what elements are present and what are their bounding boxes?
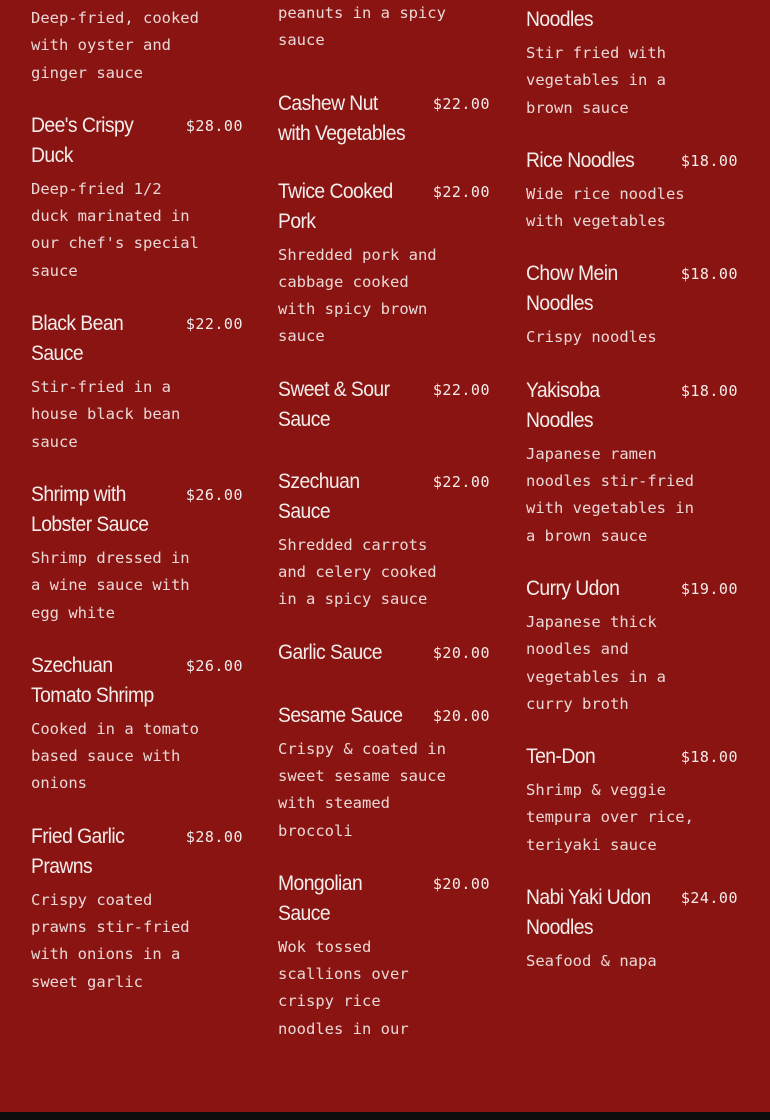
item-price: $28.00 — [185, 116, 243, 135]
item-price: $20.00 — [432, 643, 490, 662]
item-price: $18.00 — [680, 265, 738, 284]
item-price: $24.00 — [680, 889, 738, 908]
item-price: $22.00 — [432, 94, 490, 113]
item-price: $22.00 — [432, 472, 490, 491]
item-description: peanuts in a spicy sauce — [278, 4, 446, 50]
item-name: Noodles — [526, 8, 594, 31]
menu-item — [526, 146, 738, 236]
menu-column-1 — [31, 5, 243, 1020]
item-description: Shredded pork and cabbage cooked with spicy brown sauce — [278, 245, 437, 346]
item-price: $28.00 — [185, 827, 243, 846]
menu-item — [526, 574, 738, 718]
item-price: $26.00 — [185, 485, 243, 504]
menu-item — [278, 701, 490, 845]
item-description: Shrimp dressed in a wine sauce with egg white — [31, 548, 190, 622]
item-name: Chow Mein Noodles — [526, 262, 618, 316]
menu-item — [526, 883, 738, 975]
menu-item — [278, 467, 490, 614]
menu-item — [31, 822, 243, 996]
item-name: Szechuan Sauce — [278, 469, 360, 523]
menu-item — [31, 651, 243, 798]
item-name: Rice Noodles — [526, 148, 635, 172]
item-name: Black Bean Sauce — [31, 312, 124, 366]
item-description: Crispy & coated in sweet sesame sauce with steamed broccoli — [278, 739, 446, 840]
item-price: $22.00 — [185, 315, 243, 334]
item-description: Deep-fried 1/2 duck marinated in our chef's special sauce — [31, 179, 199, 280]
menu-column-3 — [526, 5, 738, 999]
item-price: $22.00 — [432, 380, 490, 399]
item-name: Yakisoba Noodles — [526, 378, 600, 432]
item-name: Szechuan Tomato Shrimp — [31, 653, 154, 707]
item-description: Seafood & napa — [526, 952, 657, 971]
menu-item — [278, 869, 490, 1043]
item-price: $26.00 — [185, 656, 243, 675]
item-name: Garlic Sauce — [278, 640, 382, 664]
menu-item — [526, 259, 738, 351]
item-name: Twice Cooked Pork — [278, 179, 393, 233]
menu-item — [31, 111, 243, 285]
item-name: Cashew Nut with Vegetables — [278, 91, 406, 145]
item-description: Stir-fried in a house black bean sauce — [31, 378, 181, 451]
item-description: Crispy noodles — [526, 328, 657, 347]
item-price: $18.00 — [680, 381, 738, 400]
item-name: Fried Garlic Prawns — [31, 824, 125, 878]
menu-item — [31, 309, 243, 456]
item-description: Crispy coated prawns stir-fried with onions in a sweet garlic — [31, 890, 190, 991]
menu-item — [31, 480, 243, 627]
menu-item — [278, 89, 490, 149]
menu-item — [526, 376, 738, 550]
item-description: Cooked in a tomato based sauce with onions — [31, 719, 199, 793]
item-name: Shrimp with Lobster Sauce — [31, 482, 149, 536]
item-name: Sweet & Sour Sauce — [278, 377, 390, 431]
menu-item — [31, 5, 243, 87]
menu-item — [278, 375, 490, 435]
item-price: $18.00 — [680, 748, 738, 767]
menu-item — [278, 638, 490, 668]
item-description: Deep-fried, cooked with oyster and ginger sauce — [31, 9, 199, 82]
menu-item — [526, 5, 738, 122]
item-description: Japanese thick noodles and vegetables in a curry broth — [526, 612, 666, 713]
item-description: Japanese ramen noodles stir-fried with vegetables in a brown sauce — [526, 444, 694, 545]
item-name: Dee's Crispy Duck — [31, 113, 134, 167]
item-price: $22.00 — [432, 182, 490, 201]
item-name: Curry Udon — [526, 576, 620, 600]
menu-item — [278, 0, 490, 55]
item-description: Shredded carrots and celery cooked in a spicy sauce — [278, 535, 437, 609]
item-description: Wok tossed scallions over crispy rice noodles in our — [278, 937, 409, 1038]
menu-column-2 — [278, 0, 490, 1067]
item-price: $18.00 — [680, 151, 738, 170]
item-name: Nabi Yaki Udon Noodles — [526, 886, 651, 940]
bottom-edge-bar — [0, 1112, 770, 1120]
item-name: Mongolian Sauce — [278, 871, 363, 925]
item-price: $20.00 — [432, 874, 490, 893]
menu-item — [526, 742, 738, 859]
item-description: Stir fried with vegetables in a brown sauce — [526, 44, 666, 117]
item-price: $20.00 — [432, 706, 490, 725]
item-name: Sesame Sauce — [278, 703, 403, 727]
item-price: $19.00 — [680, 579, 738, 598]
item-description: Shrimp & veggie tempura over rice, teriyaki sauce — [526, 781, 694, 854]
item-name: Ten-Don — [526, 745, 596, 769]
item-description: Wide rice noodles with vegetables — [526, 184, 685, 231]
menu-item — [278, 177, 490, 351]
